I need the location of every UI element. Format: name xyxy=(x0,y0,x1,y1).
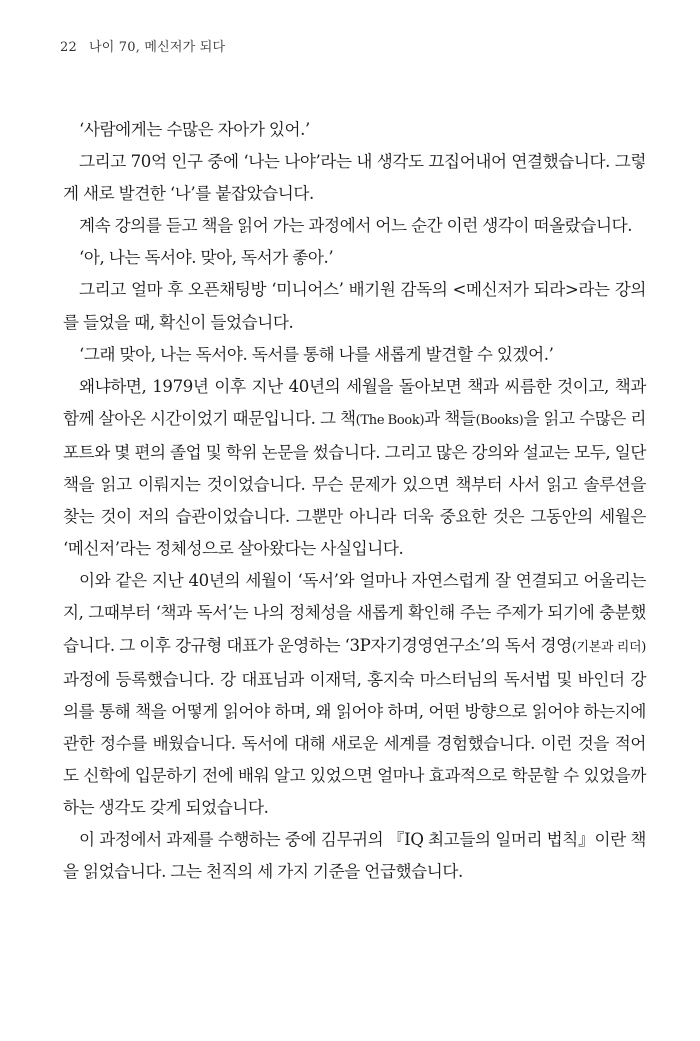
paragraph-1 xyxy=(63,114,646,146)
paragraph-2 xyxy=(63,146,646,210)
paragraph-3 xyxy=(63,210,646,242)
body-text xyxy=(63,114,646,888)
paragraph-6 xyxy=(63,339,646,371)
text-run: 계속 강의를 듣고 책을 읽어 가는 과정에서 어느 순간 이런 생각이 떠올랐습니다. xyxy=(79,216,633,236)
paragraph-7 xyxy=(63,371,646,566)
text-run: 그리고 얼마 후 오픈채팅방 ‘미니어스’ 배기원 감독의 <메신저가 되라>라는 강의를 들었을 때, 확신이 들었습니다. xyxy=(63,280,646,332)
text-run: 을 읽고 수많은 리포트와 몇 편의 졸업 및 학위 논문을 썼습니다. 그리고 많은 강의와 설교는 모두, 일단 책을 읽고 이뤄지는 것이었습니다. 무슨 문제가 있으면 책부터 사서 읽고 솔루션을 찾는 것이 저의 습관이었습니다. 그뿐만 아니라 더욱 중요한 것은 그동안의 세월은 ‘메신저’라는 정체성으로 살아왔다는 사실입니다. xyxy=(63,408,647,559)
paragraph-4 xyxy=(63,242,646,274)
inline-note: (Books) xyxy=(475,412,524,428)
paragraph-9 xyxy=(63,824,646,888)
paragraph-8 xyxy=(63,565,646,824)
running-header xyxy=(60,36,225,55)
text-run: ‘그래 맞아, 나는 독서야. 독서를 통해 나를 새롭게 발견할 수 있겠어.’ xyxy=(79,344,554,364)
text-run: ‘아, 나는 독서야. 맞아, 독서가 좋아.’ xyxy=(79,248,334,268)
page-number: 22 xyxy=(60,40,77,55)
text-run: 이와 같은 지난 40년의 세월이 ‘독서’와 얼마나 자연스럽게 잘 연결되고 어울리는지, 그때부터 ‘책과 독서’는 나의 정체성을 새롭게 확인해 주는 주제가 되기에 충분했습니다. 그 이후 강규형 대표가 운영하는 ‘3P자기경영연구소’의 독서 경영 xyxy=(63,571,646,655)
paragraph-5 xyxy=(63,274,646,338)
text-run: 과 책들 xyxy=(424,408,476,428)
text-run: 이 과정에서 과제를 수행하는 중에 김무귀의 『IQ 최고들의 일머리 법칙』이란 책을 읽었습니다. 그는 천직의 세 가지 기준을 언급했습니다. xyxy=(63,830,646,882)
running-title: 나이 70, 메신저가 되다 xyxy=(88,40,226,55)
text-run: 과정에 등록했습니다. 강 대표님과 이재덕, 홍지숙 마스터님의 독서법 및 바인더 강의를 통해 책을 어떻게 읽어야 하며, 왜 읽어야 하며, 어떤 방향으로 읽어야 하는지에 관한 정수를 배웠습니다. 독서에 대해 새로운 세계를 경험했습니다. 이런 것을 적어도 신학에 입문하기 전에 배워 알고 있었으면 얼마나 효과적으로 학문할 수 있었을까 하는 생각도 갖게 되었습니다. xyxy=(63,669,646,817)
text-run: ‘사람에게는 수많은 자아가 있어.’ xyxy=(79,120,310,139)
text-run: 그리고 70억 인구 중에 ‘나는 나야’라는 내 생각도 끄집어내어 연결했습니다. 그렇게 새로 발견한 ‘나’를 붙잡았습니다. xyxy=(63,152,646,204)
text-run: 왜냐하면, 1979년 이후 지난 40년의 세월을 돌아보면 책과 씨름한 것이고, 책과 함께 살아온 시간이었기 때문입니다. 그 책 xyxy=(63,376,646,428)
inline-note: (The Book) xyxy=(355,412,425,428)
inline-note: (기본과 리더) xyxy=(571,639,647,655)
